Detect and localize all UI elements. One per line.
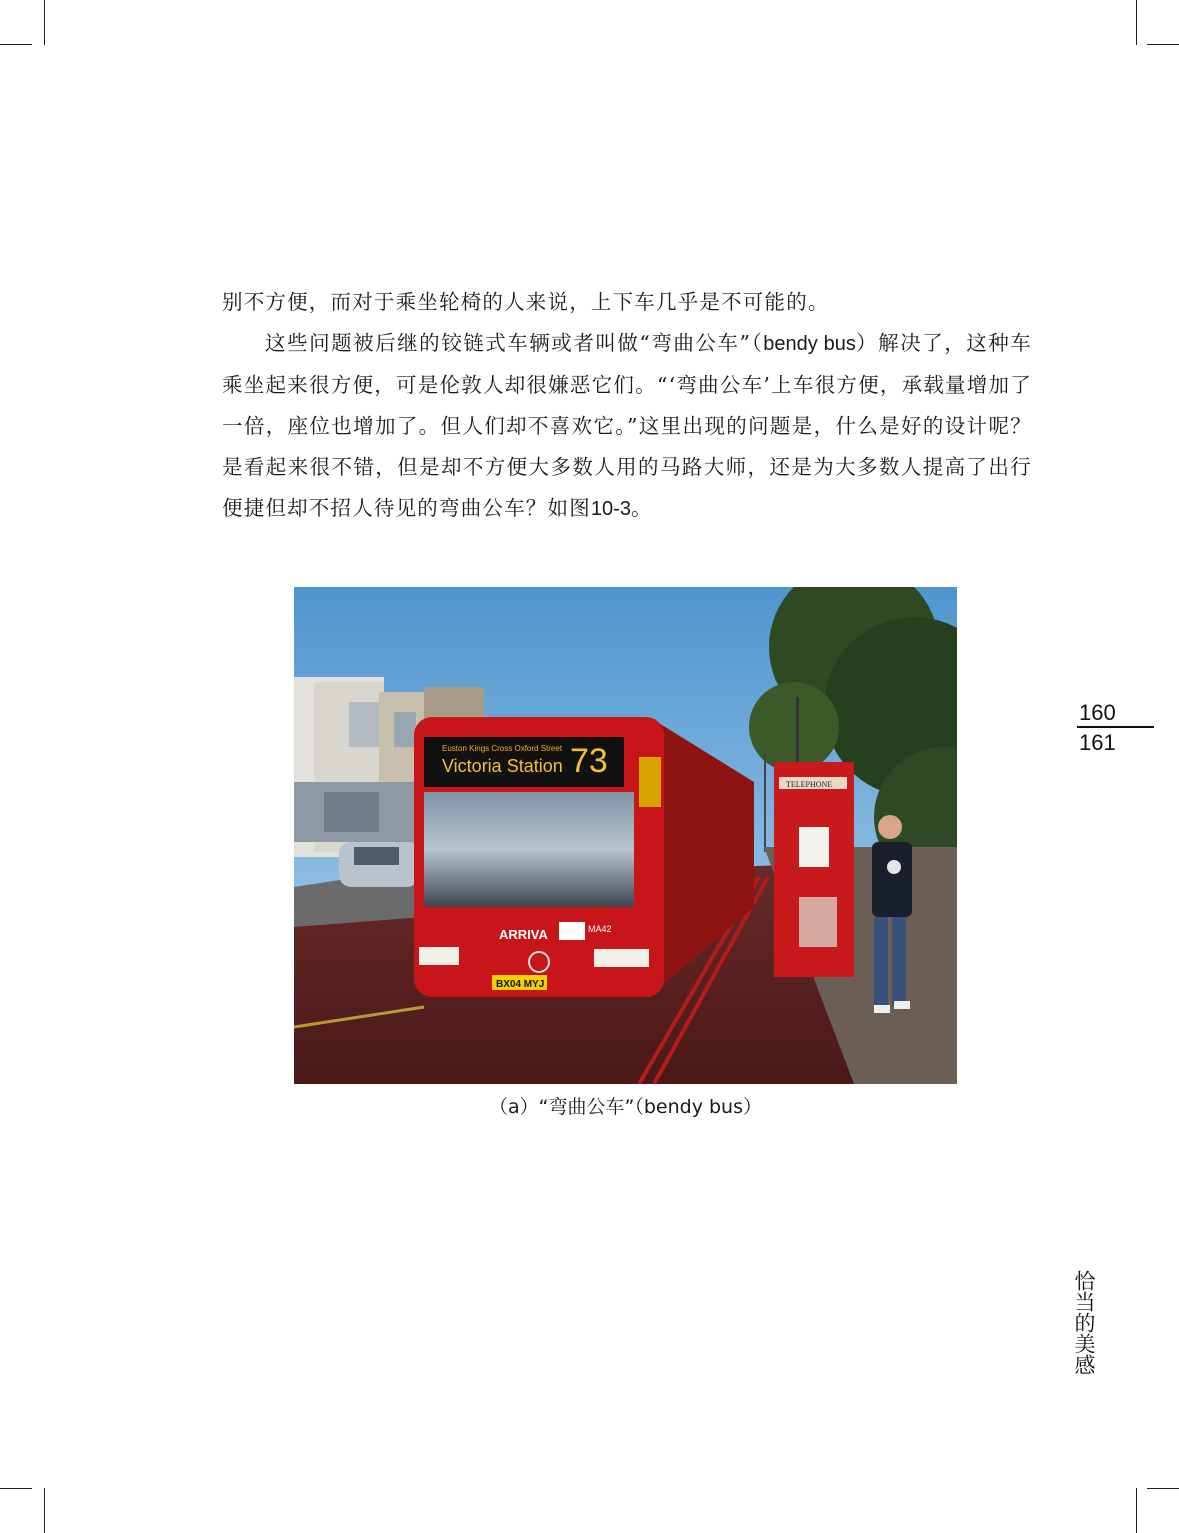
term-bendy-bus: bendy bus — [763, 333, 856, 355]
figure-caption: （a）“弯曲公车”（bendy bus） — [489, 1096, 762, 1118]
bus-fleet-number: MA42 — [588, 924, 612, 934]
crop-mark — [44, 1488, 45, 1533]
bus-number-plate: BX04 MYJ — [496, 979, 545, 990]
crop-mark — [0, 1488, 32, 1489]
page-numbers — [1077, 700, 1154, 758]
bendy-bus-photo — [294, 587, 957, 1084]
booth-sign: TELEPHONE — [786, 780, 833, 789]
crop-mark — [1147, 44, 1179, 45]
bus-sign-destination: Victoria Station — [442, 756, 563, 776]
bus-sign-route: 73 — [570, 742, 608, 780]
paragraph-2-text: 这些问题被后继的铰链式车辆或者叫做“弯曲公车”（ — [265, 331, 764, 355]
crop-mark — [1147, 1488, 1179, 1489]
crop-mark — [1136, 1488, 1137, 1533]
figure-reference: 10-3 — [590, 498, 631, 520]
page-number-right: 161 — [1079, 730, 1116, 755]
bus-brand: ARRIVA — [499, 927, 548, 942]
bus-sign-via: Euston Kings Cross Oxford Street — [442, 744, 563, 753]
running-title: 恰当的美感 — [1072, 1270, 1096, 1375]
paragraph-2 — [222, 323, 1032, 530]
paragraph-1: 别不方便，而对于乘坐轮椅的人来说，上下车几乎是不可能的。 — [222, 290, 830, 314]
paragraph-2-text: 。 — [630, 496, 653, 520]
crop-mark — [1136, 0, 1137, 45]
body-text — [222, 282, 1032, 530]
crop-mark — [0, 44, 32, 45]
crop-mark — [44, 0, 45, 45]
page-number-left: 160 — [1077, 700, 1154, 728]
paragraph-2-text: ）解决了，这种车乘坐起来很方便，可是伦敦人却很嫌恶它们。“‘弯曲公车’上车很方便，承载量增加了一倍，座位也增加了。但人们却不喜欢它。”这里出现的问题是，什么是好的设计呢？是看起来很不错，但是却不方便大多数人用的马路大师，还是为大多数人提高了出行便捷但却不招人待见的弯曲公车？如图 — [222, 331, 1032, 520]
